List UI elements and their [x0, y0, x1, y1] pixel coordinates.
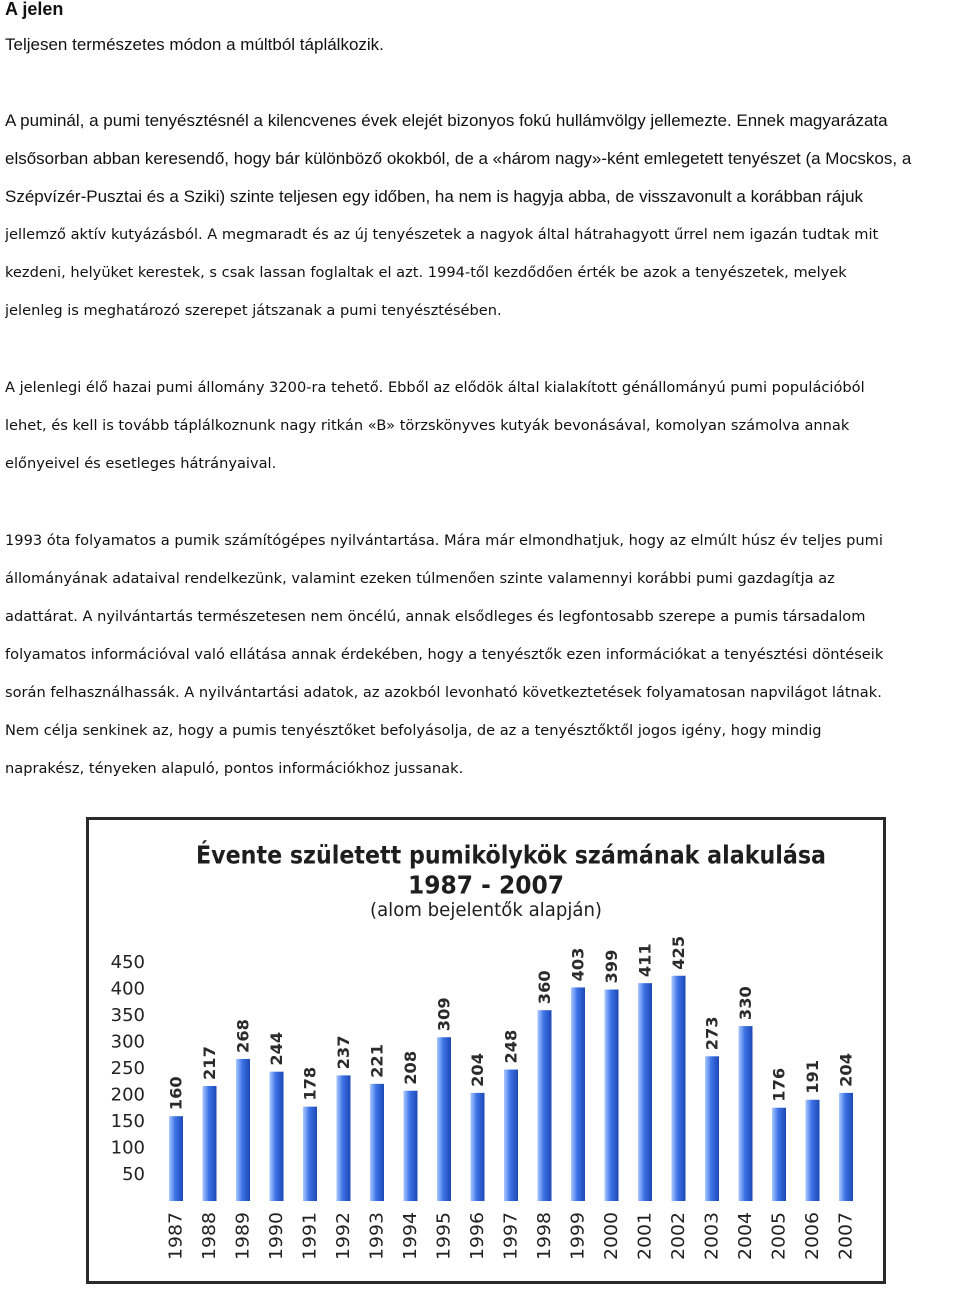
x-tick-label-2000: 2000 [601, 1214, 622, 1260]
chart-figure [86, 817, 886, 1284]
x-tick-label-1995: 1995 [433, 1214, 455, 1260]
text-line: 1993 óta folyamatos a pumik számítógépes nyilvántartása. Mára már elmondhatjuk, hogy az elmúlt húsz év teljes pumi [5, 532, 883, 549]
text-line: A jelenlegi élő hazai pumi állomány 3200-ra tehető. Ebből az elődök által kialakított génállományú pumi populációból [5, 379, 865, 396]
bar-2000 [605, 990, 619, 1201]
x-tick-label-1992: 1992 [333, 1214, 354, 1260]
text-line: jelenleg is meghatározó szerepet játszanak a pumi tenyésztésében. [5, 302, 502, 319]
bar-1988 [203, 1086, 217, 1201]
bar-2004 [739, 1026, 753, 1201]
chart-source-note: (alom bejelentők alapján) [370, 899, 602, 921]
x-tick-label-1988: 1988 [199, 1214, 220, 1260]
x-tick-label-2003: 2003 [701, 1214, 723, 1260]
data-label-2006: 191 [803, 1060, 822, 1094]
y-tick-label-100: 100 [110, 1137, 145, 1159]
data-label-1997: 248 [501, 1030, 521, 1064]
x-tick-label-1993: 1993 [366, 1214, 388, 1260]
bar-2005 [772, 1108, 786, 1201]
text-line: Szépvízér-Pusztai és a Sziki) szinte teljesen egy időben, ha nem is hagyja abba, de visszavonult a korábban rájuk [5, 187, 864, 206]
bar-1989 [236, 1059, 250, 1201]
data-label-1998: 360 [535, 970, 554, 1005]
bar-2003 [705, 1056, 719, 1201]
x-tick-label-2001: 2001 [634, 1214, 656, 1260]
data-label-1992: 237 [334, 1035, 353, 1070]
x-tick-label-1989: 1989 [232, 1214, 254, 1260]
bar-2007 [839, 1093, 853, 1201]
bar-chart [86, 817, 886, 1284]
text-line: elsősorban abban keresendő, hogy bár különböző okokból, de a «három nagy»-ként emlegetett tenyészet (a Mocskos, a [5, 149, 912, 168]
bar-1993 [370, 1084, 384, 1201]
data-label-2005: 176 [769, 1068, 789, 1102]
bar-2006 [806, 1100, 820, 1201]
data-label-1987: 160 [166, 1076, 186, 1111]
x-tick-label-1991: 1991 [299, 1214, 321, 1260]
y-tick-label-400: 400 [110, 978, 145, 1000]
text-line: naprakész, tényeken alapuló, pontos információkhoz jussanak. [5, 760, 464, 777]
data-label-2002: 425 [669, 936, 688, 970]
y-tick-label-50: 50 [122, 1164, 145, 1185]
text-line: A puminál, a pumi tenyésztésnél a kilencvenes évek elejét bizonyos fokú hullámvölgy jellemezte. Ennek magyarázata [5, 111, 888, 130]
x-tick-label-1999: 1999 [567, 1214, 589, 1260]
text-line: folyamatos információval való ellátása annak érdekében, hogy a tenyésztők ezen információkat a tenyésztési döntéseik [5, 646, 884, 663]
y-tick-label-300: 300 [110, 1031, 145, 1053]
intro-line: Teljesen természetes módon a múltból táplálkozik. [5, 35, 384, 54]
x-tick-label-1994: 1994 [400, 1214, 421, 1260]
data-label-2003: 273 [702, 1016, 722, 1051]
data-label-2007: 204 [836, 1053, 856, 1087]
bar-1992 [337, 1075, 351, 1201]
data-label-1994: 208 [401, 1051, 420, 1085]
paragraph-population [5, 369, 957, 483]
x-tick-label-1987: 1987 [165, 1214, 187, 1260]
text-line: kezdeni, helyüket kerestek, s csak lassan foglaltak el azt. 1994-től kezdődően érték be azok a tenyészetek, melyek [5, 264, 847, 281]
text-line: adattárat. A nyilvántartás természetesen nem öncélú, annak elsődleges és legfontosabb szerepe a pumis társadalom [5, 608, 866, 625]
bar-1998 [538, 1010, 552, 1201]
bar-1996 [471, 1093, 485, 1201]
x-tick-label-1997: 1997 [500, 1214, 522, 1260]
text-line: jellemző aktív kutyázásból. A megmaradt és az új tenyészetek a nagyok által hátrahagyott űrrel nem igazán tudtak mit [5, 226, 879, 243]
bar-1990 [270, 1072, 284, 1201]
text-line: előnyeivel és esetleges hátrányaival. [5, 455, 277, 472]
x-tick-label-2006: 2006 [802, 1214, 823, 1260]
y-tick-label-350: 350 [110, 1005, 145, 1026]
x-tick-label-2004: 2004 [735, 1214, 756, 1260]
bar-1994 [404, 1091, 418, 1201]
x-tick-label-1996: 1996 [467, 1214, 488, 1260]
y-tick-label-450: 450 [110, 952, 145, 973]
bar-1995 [437, 1037, 451, 1201]
bar-2002 [672, 976, 686, 1201]
bar-1987 [169, 1116, 183, 1201]
x-tick-label-1990: 1990 [266, 1214, 287, 1260]
bar-2001 [638, 983, 652, 1201]
y-tick-label-200: 200 [110, 1084, 145, 1106]
y-tick-label-150: 150 [110, 1111, 145, 1132]
data-label-1988: 217 [200, 1046, 219, 1080]
data-label-1989: 268 [233, 1019, 253, 1053]
paragraph-registry [5, 522, 957, 788]
y-tick-label-250: 250 [110, 1058, 145, 1079]
data-label-1999: 403 [568, 948, 588, 982]
x-tick-label-1998: 1998 [534, 1214, 555, 1260]
data-label-2000: 399 [602, 950, 621, 984]
data-label-1995: 309 [434, 997, 454, 1032]
text-line: során felhasználhassák. A nyilvántartási adatok, az azokból levonható következtetések folyamatosan napvilágot látnak. [5, 684, 882, 701]
data-label-1990: 244 [267, 1032, 286, 1066]
bar-1999 [571, 987, 585, 1201]
x-tick-label-2002: 2002 [668, 1214, 689, 1260]
paragraph-history [5, 102, 957, 330]
data-label-1991: 178 [300, 1067, 320, 1101]
chart-title: Évente született pumikölykök számának alakulása [196, 840, 826, 870]
text-line: Nem célja senkinek az, hogy a pumis tenyésztőket befolyásolja, de az a tenyésztőktől jogos igény, hogy mindig [5, 722, 822, 739]
data-label-1996: 204 [468, 1053, 487, 1087]
data-label-1993: 221 [367, 1044, 387, 1078]
bar-1991 [303, 1107, 317, 1201]
bar-1997 [504, 1070, 518, 1201]
text-line: lehet, és kell is tovább táplálkoznunk nagy ritkán «B» törzskönyves kutyák bevonásával, komolyan számolva annak [5, 417, 850, 434]
x-tick-label-2005: 2005 [768, 1214, 790, 1260]
chart-subtitle: 1987 - 2007 [408, 870, 564, 900]
x-tick-label-2007: 2007 [835, 1214, 857, 1260]
text-line: állományának adataival rendelkezünk, valamint ezeken túlmenően szinte valamennyi korábbi pumi gazdagítja az [5, 570, 835, 587]
section-heading: A jelen [5, 0, 64, 19]
data-label-2001: 411 [635, 943, 655, 978]
data-label-2004: 330 [736, 986, 755, 1021]
